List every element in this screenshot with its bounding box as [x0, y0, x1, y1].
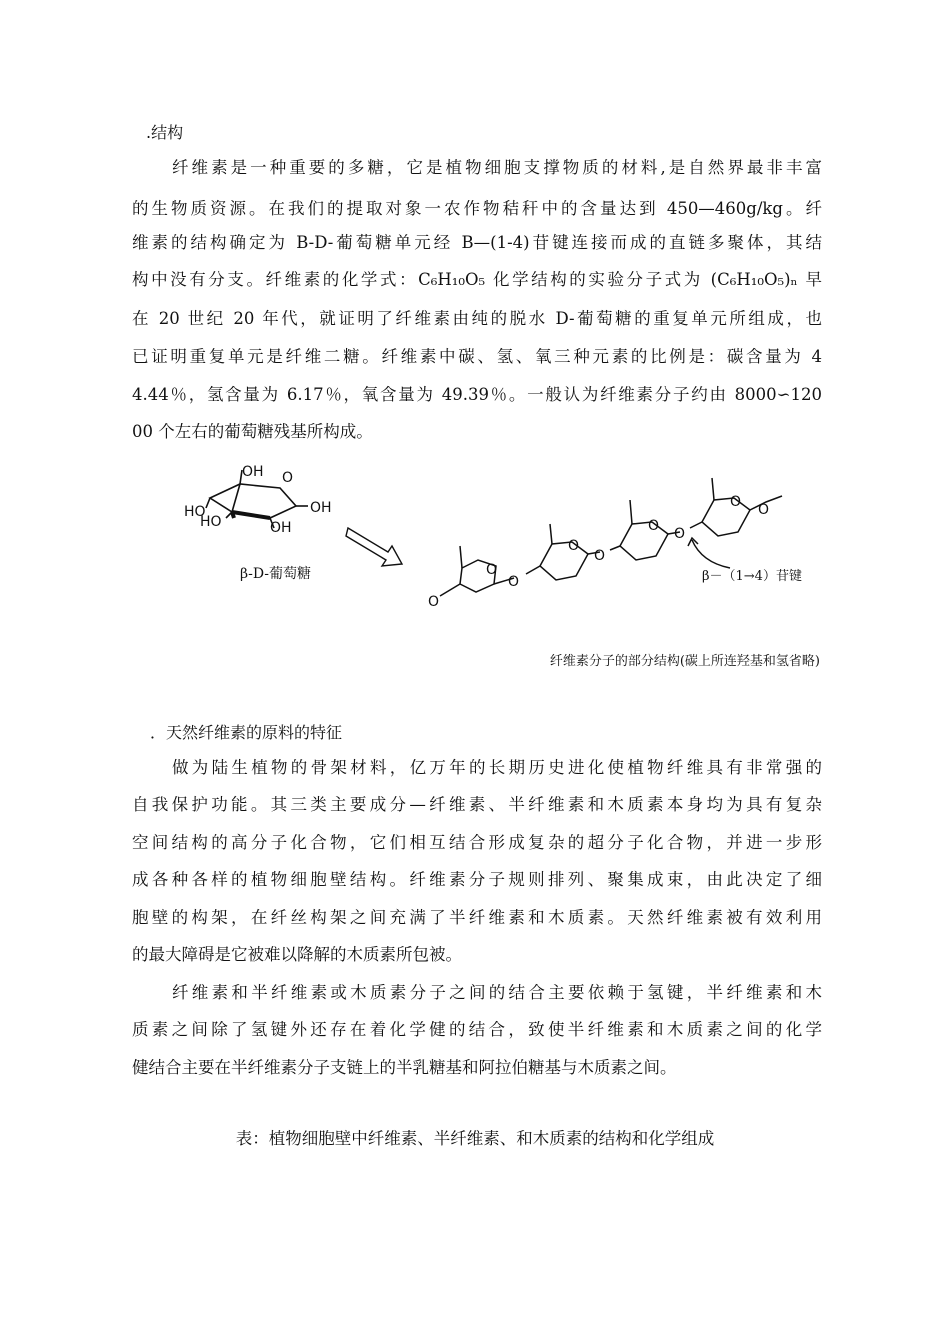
ring-oxygen-label: O	[648, 518, 660, 534]
ho-label: HO	[200, 514, 222, 530]
conversion-arrow-icon	[346, 528, 402, 566]
ring-oxygen-label: O	[282, 470, 294, 486]
ho-label: HO	[184, 504, 206, 520]
paragraph-line: 做为陆生植物的骨架材料，亿万年的长期历史进化使植物纤维具有非常强的	[172, 758, 822, 777]
ring-oxygen-label: O	[568, 538, 580, 554]
paragraph-line: 自我保护功能。其三类主要成分—纤维素、半纤维素和木质素本身均为具有复杂	[132, 795, 822, 814]
paragraph-line: 胞壁的构架，在纤丝构架之间充满了半纤维素和木质素。天然纤维素被有效利用	[132, 908, 822, 927]
paragraph-line: 的生物质资源。在我们的提取对象一农作物秸秆中的含量达到 450—460g/kg。纤	[132, 199, 822, 218]
ring-oxygen-label: O	[758, 502, 770, 518]
ring-oxygen-label: O	[730, 494, 742, 510]
paragraph-line: 纤维素和半纤维素或木质素分子之间的结合主要依赖于氢键，半纤维素和木	[172, 983, 822, 1002]
paragraph-line: 4.44％，氢含量为 6.17％，氧含量为 49.39％。一般认为纤维素分子约由 8000∽120	[132, 385, 822, 404]
paragraph-line: 健结合主要在半纤维素分子支链上的半乳糖基和阿拉伯糖基与木质素之间。	[132, 1058, 677, 1077]
figure-caption: 纤维素分子的部分结构(碳上所连羟基和氢省略)	[549, 654, 820, 669]
paragraph-line: 在 20 世纪 20 年代，就证明了纤维素由纯的脱水 D-葡萄糖的重复单元所组成，也	[132, 309, 822, 328]
paragraph-line: 的最大障碍是它被难以降解的木质素所包被。	[132, 945, 462, 964]
glycosidic-oxygen-label: O	[508, 574, 520, 590]
glycosidic-oxygen-label: O	[594, 548, 606, 564]
paragraph-line: 维素的结构确定为 B-D-葡萄糖单元经 B—(1-4)苷键连接而成的直链多聚体，其结	[132, 233, 822, 252]
glycosidic-oxygen-label: O	[674, 526, 686, 542]
bond-label: β－（1→4）苷键	[702, 569, 802, 584]
section-heading-structure: .结构	[146, 123, 184, 142]
oh-top-label: OH	[242, 464, 264, 480]
oh-label: OH	[310, 500, 332, 516]
paragraph-line: 已证明重复单元是纤维二糖。纤维素中碳、氢、氧三种元素的比例是：碳含量为 4	[132, 347, 822, 366]
oh-label: OH	[270, 520, 292, 536]
cellulose-structure-figure	[170, 456, 830, 631]
glycosidic-oxygen-label: O	[428, 594, 440, 610]
paragraph-line: 质素之间除了氢键外还存在着化学健的结合，致使半纤维素和木质素之间的化学	[132, 1020, 822, 1039]
table-caption: 表：植物细胞壁中纤维素、半纤维素、和木质素的结构和化学组成	[235, 1129, 715, 1148]
ring-oxygen-label: O	[486, 562, 498, 578]
paragraph-line: 成各种各样的植物细胞壁结构。纤维素分子规则排列、聚集成束，由此决定了细	[132, 870, 822, 889]
section-heading-natural-cellulose: ．天然纤维素的原料的特征	[150, 723, 343, 742]
paragraph-line: 00 个左右的葡萄糖残基所构成。	[132, 422, 373, 441]
paragraph-line: 纤维素是一种重要的多糖，它是植物细胞支撑物质的材料,是自然界最非丰富	[172, 158, 822, 177]
paragraph-line: 构中没有分支。纤维素的化学式：C₆H₁₀O₅ 化学结构的实验分子式为 (C₆H₁₀O₅)ₙ 早	[132, 270, 822, 289]
paragraph-line: 空间结构的高分子化合物，它们相互结合形成复杂的超分子化合物，并进一步形	[132, 833, 822, 852]
glucose-label: β-D-葡萄糖	[240, 566, 312, 582]
